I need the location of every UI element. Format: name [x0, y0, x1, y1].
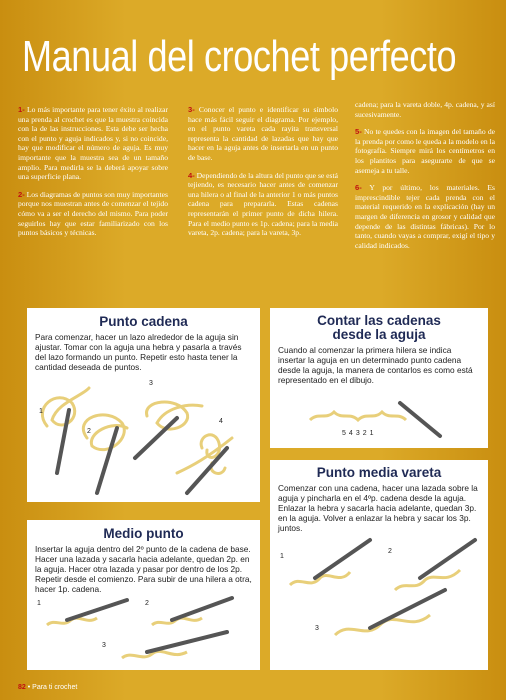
panel-medio-punto [27, 520, 260, 670]
panel-title: Medio punto [103, 526, 184, 541]
punto-cadena-illustration [27, 308, 260, 502]
panel-title: Punto cadena [99, 314, 188, 329]
tip-2 [18, 190, 168, 238]
tip-3 [188, 105, 338, 163]
panel-title-line2: desde la aguja [332, 327, 426, 342]
page-number: 82 [18, 684, 26, 691]
panel-text: Cuando al comenzar la primera hilera se indica insertar la aguja en un determinado punto cadena desde la aguja, la manera de contarlos es como está representado en el dibujo. [278, 345, 473, 385]
tip-4 [188, 171, 338, 238]
tip-number: 5- [355, 127, 362, 137]
crochet-hook-2 [420, 540, 475, 578]
tip-number: 4- [188, 170, 195, 180]
count-label: 3 [355, 430, 363, 437]
tip-text: Dependiendo de la altura del punto que se está tejiendo, es necesario hacer antes de comenzar una hilera o al final de la anterior 1 o más puntos cadena para prepararla. Estas cadenas representarán el primer punto de dicha hilera. Para el medio punto es 1p. cadena; para la media vareta, 2p. cadena; para la vareta, 3p. [188, 170, 338, 238]
text-column-2 [188, 105, 338, 246]
text-column-1 [18, 105, 168, 246]
text-column-3 [355, 100, 495, 258]
crochet-hook-2 [97, 428, 117, 493]
panel-text: Para comenzar, hacer un lazo alrededor de la aguja sin ajustar. Tomar con la aguja una hebra y pasarla a través del lazo formando un punto. Repetir esto hasta tener la cantidad deseada de puntos. [35, 332, 242, 372]
tip-number: 6- [355, 183, 362, 193]
count-label: 2 [362, 430, 370, 437]
panel-title: Punto media vareta [316, 465, 442, 480]
yarn-3 [122, 651, 187, 658]
crochet-hook-1 [315, 540, 370, 578]
panel-text: Comenzar con una cadena, hacer una lazada sobre la aguja y pincharla en el 4ºp. cadena desde la aguja. Enlazar la hebra y sacarla hacia adelante, quedan 3p. en la aguja. Volver a enlazar la hebra y sacar los 3p. juntos. [278, 483, 478, 533]
crochet-hook-1 [57, 410, 69, 473]
yarn-3 [335, 615, 430, 635]
step-number: 3 [315, 625, 319, 632]
tip-4-continued: cadena; para la vareta doble, 4p. cadena, y así sucesivamente. [355, 100, 495, 119]
step-number: 1 [37, 600, 41, 607]
panel-title-line1: Contar las cadenas [317, 313, 441, 328]
panel-media-vareta [270, 460, 488, 670]
page-footer [18, 684, 77, 691]
step-number: 2 [87, 428, 91, 435]
count-label: 4 [348, 430, 356, 437]
tip-5 [355, 127, 495, 175]
footer-dot: • [27, 684, 31, 691]
page-title: Manual del crochet perfecto [22, 32, 457, 81]
step-number: 4 [219, 418, 223, 425]
crochet-hook-2 [172, 598, 232, 620]
crochet-hook-3 [147, 632, 227, 652]
count-label: 5 [342, 430, 349, 437]
panel-text: Insertar la aguja dentro del 2º punto de la cadena de base. Hacer una lazada y sacarla hacia adelante, quedan 2p. en la aguja. Hacer otra lazada y pasar por dentro de los 2p. Repetir desde el comienzo. Para subir de una hilera a otra, hacer 1p. cadena. [35, 544, 252, 594]
tip-text: Lo más importante para tener éxito al realizar una prenda al crochet es que la muestra coincida con la de las instrucciones. Esta debe ser hecha con el punto y aguja indicados y, si no coincide, hay que modificar el número de aguja. Es muy importante que la muestra sea de un tamaño amplio. Para medirla se la deberá apoyar sobre una superficie plana. [18, 105, 168, 182]
tip-number: 2- [18, 189, 25, 199]
count-label: 1 [369, 430, 377, 437]
step-number: 3 [102, 642, 106, 649]
yarn-loop-3 [147, 402, 202, 429]
step-number: 1 [39, 408, 43, 415]
tip-6 [355, 183, 495, 250]
panel-contar-cadenas [270, 308, 488, 448]
chain-count-labels [342, 430, 377, 437]
step-number: 3 [149, 380, 153, 387]
tip-number: 3- [188, 105, 195, 114]
step-number: 2 [145, 600, 149, 607]
step-number: 1 [280, 553, 284, 560]
footer-section: Para ti crochet [32, 684, 78, 691]
crochet-hook-1 [67, 600, 127, 620]
step-number: 2 [388, 548, 392, 555]
tip-text: Los diagramas de puntos son muy importantes porque nos muestran antes de comenzar el tejido cómo va a ser el derecho del mismo. Para poder seguirlos hay que estar familiarizado con los puntos básicos y técnicas. [18, 189, 168, 238]
tip-text: Y por último, los materiales. Es imprescindible tejer cada prenda con el material requerido en la explicación (hay un margen de diferencia en grosor y calidad que depende de las distintas fábricas). Por lo tanto, cuando vayas a comprar, exigí el tipo y calidad indicados. [355, 183, 495, 250]
yarn-chain [310, 412, 406, 420]
tip-text: No te quedes con la imagen del tamaño de la prenda por como le queda a la modelo en la fotografía. Siempre mirá los centímetros en los plantitos para asegurarte de que se asemeja a tu talle. [355, 127, 496, 175]
panel-punto-cadena [27, 308, 260, 502]
contar-cadenas-illustration [270, 308, 488, 448]
tip-number: 1- [18, 105, 25, 114]
medio-punto-illustration [27, 520, 260, 670]
tip-1 [18, 105, 168, 182]
media-vareta-illustration [270, 460, 488, 670]
tip-text: Conocer el punto e identificar su símbolo hace más fácil seguir el diagrama. Por ejemplo, en el punto vareta cada rayita transversal representa la cantidad de lazadas que hay que hacer en la aguja antes de insertarla en un punto de base. [188, 105, 338, 162]
